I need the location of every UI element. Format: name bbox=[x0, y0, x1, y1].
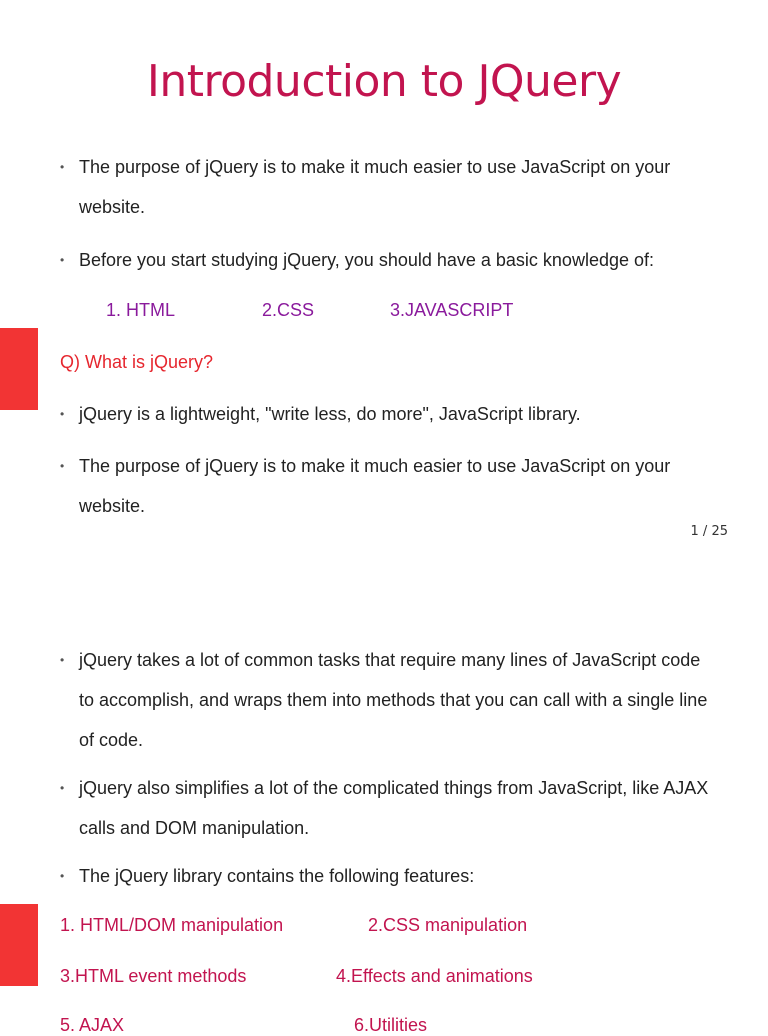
bullet-dot-icon: • bbox=[60, 160, 65, 174]
bullet-text: The jQuery library contains the following features: bbox=[79, 866, 475, 886]
bullet-purpose bbox=[60, 147, 720, 227]
bullet-features bbox=[60, 856, 720, 896]
bullet-text: The purpose of jQuery is to make it much easier to use JavaScript on your website. bbox=[79, 456, 671, 516]
accent-bar bbox=[0, 904, 38, 986]
bullet-dot-icon: • bbox=[60, 781, 65, 795]
prereq-html: 1. HTML bbox=[106, 300, 176, 320]
feature-css: 2.CSS manipulation bbox=[368, 915, 528, 935]
page-number: 1 / 25 bbox=[690, 524, 728, 539]
prereq-javascript: 3.JAVASCRIPT bbox=[390, 300, 514, 320]
bullet-dot-icon: • bbox=[60, 653, 65, 667]
bullet-dot-icon: • bbox=[60, 407, 65, 421]
feature-html-dom: 1. HTML/DOM manipulation bbox=[60, 915, 284, 935]
page-title: Introduction to JQuery bbox=[146, 56, 622, 107]
bullet-dot-icon: • bbox=[60, 253, 65, 267]
bullet-text: The purpose of jQuery is to make it much easier to use JavaScript on your website. bbox=[79, 157, 671, 217]
bullet-text: Before you start studying jQuery, you should have a basic knowledge of: bbox=[79, 250, 654, 270]
bullet-tasks bbox=[60, 640, 720, 760]
bullet-text: jQuery takes a lot of common tasks that require many lines of JavaScript code to accomplish, and wraps them into methods that you can call with a single line of code. bbox=[79, 650, 708, 750]
bullet-dot-icon: • bbox=[60, 869, 65, 883]
feature-effects: 4.Effects and animations bbox=[336, 966, 533, 986]
bullet-dot-icon: • bbox=[60, 459, 65, 473]
bullet-text: jQuery is a lightweight, "write less, do more", JavaScript library. bbox=[79, 404, 581, 424]
slide-2 bbox=[0, 560, 768, 1035]
feature-ajax: 5. AJAX bbox=[60, 1015, 125, 1035]
bullet-lightweight bbox=[60, 394, 720, 434]
prereq-css: 2.CSS bbox=[262, 300, 315, 320]
bullet-text: jQuery also simplifies a lot of the complicated things from JavaScript, like AJAX calls and DOM manipulation. bbox=[79, 778, 709, 838]
bullet-before bbox=[60, 240, 720, 280]
bullet-simplifies bbox=[60, 768, 720, 848]
feature-utilities: 6.Utilities bbox=[354, 1015, 428, 1035]
question-heading: Q) What is jQuery? bbox=[60, 352, 214, 372]
bullet-purpose-2 bbox=[60, 446, 720, 526]
accent-bar bbox=[0, 328, 38, 410]
feature-events: 3.HTML event methods bbox=[60, 966, 247, 986]
